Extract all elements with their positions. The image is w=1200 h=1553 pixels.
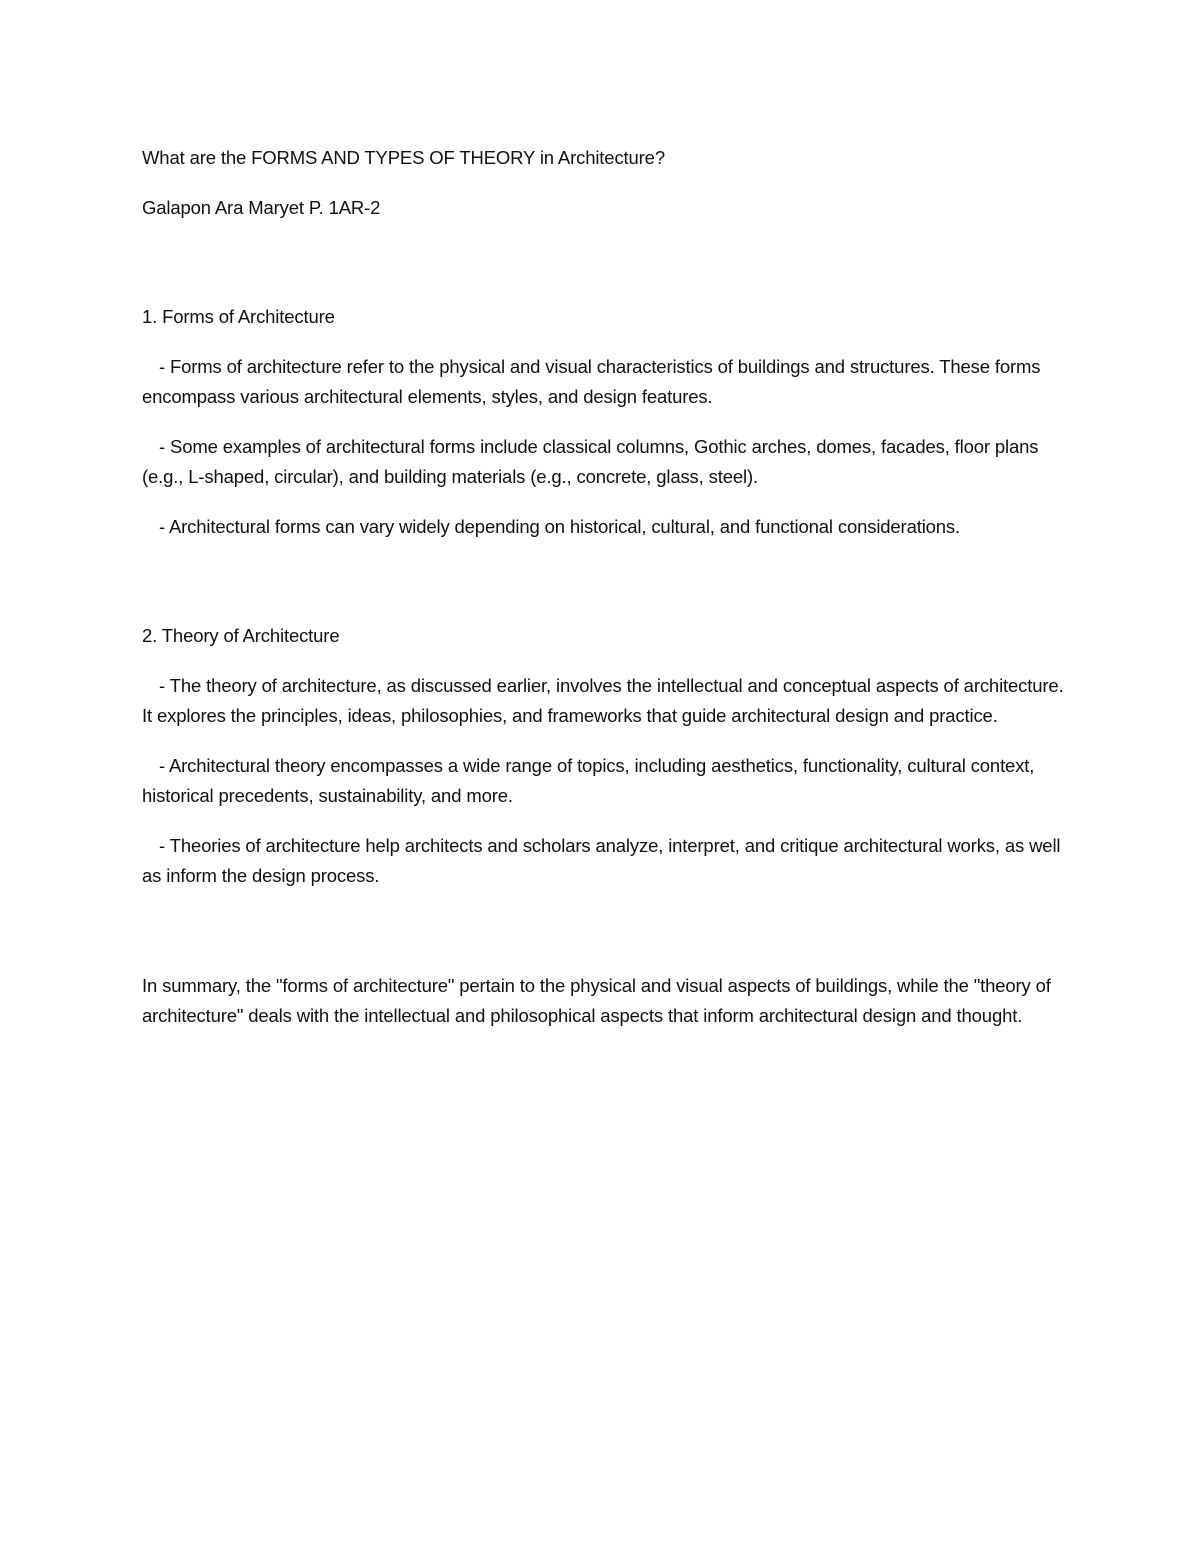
paragraph: - The theory of architecture, as discussed earlier, involves the intellectual and conceptual aspects of architecture. It explores the principles, ideas, philosophies, and frameworks that guide architectural design and practice.: [142, 674, 1064, 726]
document-title: What are the FORMS AND TYPES OF THEORY in Architecture?: [142, 147, 665, 168]
section-heading-theory: 2. Theory of Architecture: [142, 625, 340, 646]
paragraph: - Forms of architecture refer to the physical and visual characteristics of buildings and structures. These forms encompass various architectural elements, styles, and design features.: [142, 355, 1041, 407]
author-line: Galapon Ara Maryet P. 1AR-2: [142, 196, 381, 218]
paragraph: - Architectural forms can vary widely depending on historical, cultural, and functional considerations.: [159, 515, 961, 537]
section-heading-forms: 1. Forms of Architecture: [142, 306, 335, 327]
summary-paragraph: In summary, the "forms of architecture" pertain to the physical and visual aspects of buildings, while the "theory of architecture" deals with the intellectual and philosophical aspects that inform architectural design and thought.: [142, 974, 1051, 1026]
paragraph: - Some examples of architectural forms include classical columns, Gothic arches, domes, facades, floor plans (e.g., L-shaped, circular), and building materials (e.g., concrete, glass, steel).: [142, 435, 1039, 487]
document-body: [142, 143, 1072, 1032]
paragraph: - Theories of architecture help architects and scholars analyze, interpret, and critique architectural works, as well as inform the design process.: [142, 834, 1061, 886]
paragraph: - Architectural theory encompasses a wide range of topics, including aesthetics, functionality, cultural context, historical precedents, sustainability, and more.: [142, 754, 1035, 806]
